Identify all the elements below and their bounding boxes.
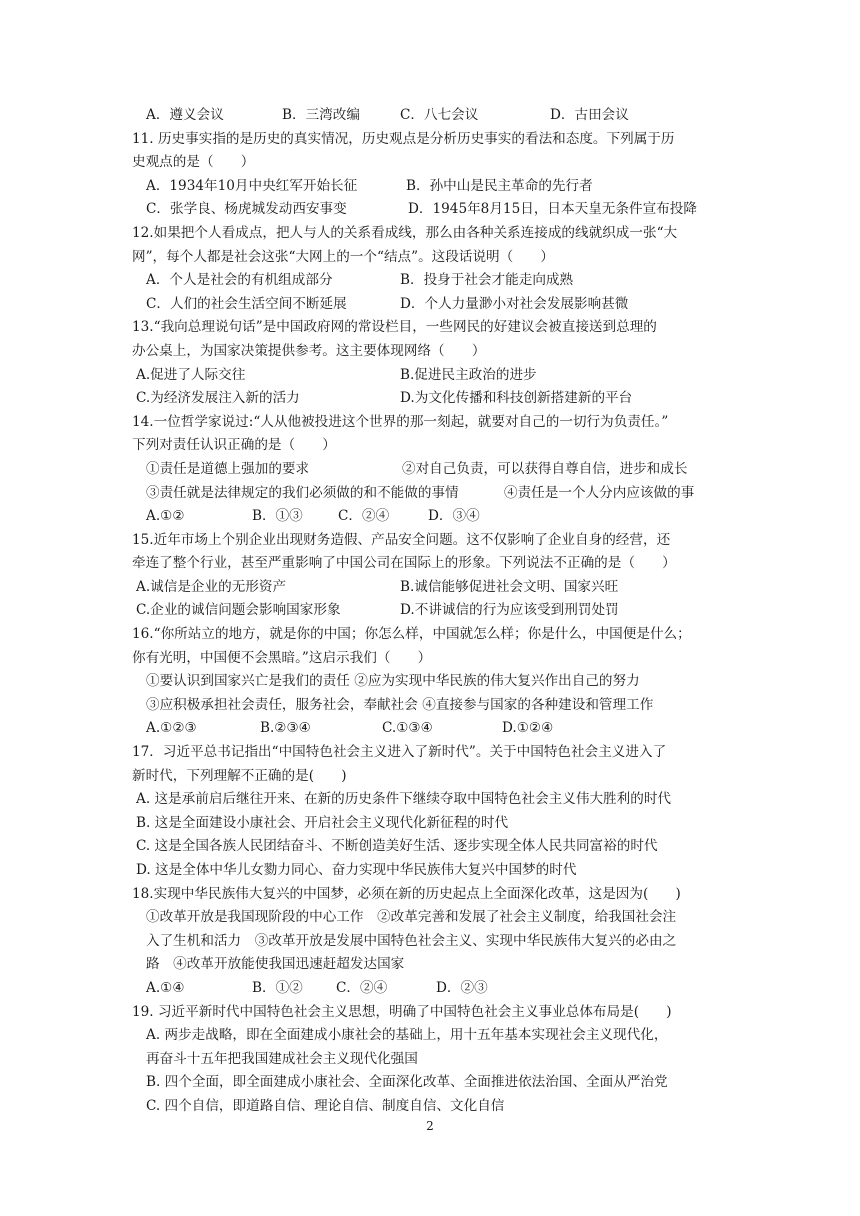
q14-statements-row2 [132, 482, 732, 506]
q16-options [132, 717, 732, 741]
q14-statement-2: ②对自己负责，可以获得自尊自信，进步和成长 [402, 460, 688, 477]
q16-statements-row1: ①要认识到国家兴亡是我们的责任 ②应为实现中华民族的伟大复兴作出自己的努力 [146, 673, 640, 690]
q16-option-d: D.①②④ [502, 720, 554, 737]
q18-option-a: A.①④ [146, 979, 185, 996]
q18-option-d: D．②③ [436, 979, 488, 996]
q15-stem-line2: 牵连了整个行业，甚至严重影响了中国公司在国际上的形象。下列说法不正确的是（ ） [132, 555, 676, 572]
q16-stem-line2: 你有光明，中国便不会黑暗。”这启示我们（ ） [132, 649, 432, 666]
q14-option-b: B．①③ [252, 508, 303, 525]
q18-stem-line1: 18.实现中华民族伟大复兴的中国梦，必须在新的历史起点上全面深化改革，这是因为( ) [132, 885, 681, 902]
q11-stem-line2: 史观点的是（ ） [132, 154, 255, 171]
question-list [132, 104, 732, 1119]
q18-option-b: B．①② [252, 979, 303, 996]
q19-option-b: B. 四个全面，即全面建成小康社会、全面深化改革、全面推进依法治国、全面从严治党 [146, 1074, 668, 1091]
q12-stem-line2: 网”，每个人都是社会这张“大网上的一个“结点”。这段话说明（ ） [132, 248, 555, 265]
q17-option-a: A. 这是承前启后继往开来、在新的历史条件下继续夺取中国特色社会主义伟大胜利的时代 [136, 791, 672, 808]
q14-statements-row1 [132, 458, 732, 482]
q19-option-c: C. 四个自信，即道路自信、理论自信、制度自信、文化自信 [146, 1097, 505, 1114]
q15-option-c: C.企业的诚信问题会影响国家形象 [136, 602, 341, 619]
q17-option-c: C. 这是全国各族人民团结奋斗、不断创造美好生活、逐步实现全体人民共同富裕的时代 [136, 838, 658, 855]
q18-options [132, 977, 732, 1001]
q12-options-row1 [132, 269, 732, 293]
q16-option-c: C.①③④ [382, 720, 433, 737]
q11-option-b: B．孙中山是民主革命的先行者 [406, 177, 593, 194]
q14-statement-1: ①责任是道德上强加的要求 [146, 460, 310, 477]
q12-stem-line1: 12.如果把个人看成点，把人与人的关系看成线，那么由各种关系连接成的线就织成一张“大 [132, 224, 678, 241]
q13-option-a: A.促进了人际交往 [136, 366, 246, 383]
q12-option-c: C．人们的社会生活空间不断延展 [146, 295, 347, 312]
q12-option-b: B．投身于社会才能走向成熟 [400, 272, 574, 289]
q14-options [132, 505, 732, 529]
q18-option-c: C．②④ [336, 979, 388, 996]
q13-options-row2 [132, 387, 732, 411]
q10-option-d: D．古田会议 [550, 107, 629, 123]
q12-options-row2 [132, 293, 732, 317]
q14-option-a: A.①② [146, 508, 185, 525]
page-number: 2 [426, 1119, 434, 1133]
q19-stem-line1: 19. 习近平新时代中国特色社会主义思想，明确了中国特色社会主义事业总体布局是( ) [132, 1003, 672, 1020]
q10-option-a: A．遵义会议 [146, 107, 224, 123]
q13-option-d: D.为文化传播和科技创新搭建新的平台 [400, 390, 633, 407]
q11-option-d: D．1945年8月15日，日本天皇无条件宣布投降 [408, 201, 697, 218]
q14-option-c: C．②④ [338, 508, 390, 525]
q18-statements-line3: 路 ④改革开放能使我国迅速赶超发达国家 [146, 956, 405, 973]
q13-stem-line2: 办公桌上，为国家决策提供参考。这主要体现网络（ ） [132, 342, 486, 359]
q16-statements-row2: ③应积极承担社会责任，服务社会，奉献社会 ④直接参与国家的各种建设和管理工作 [146, 696, 654, 713]
q12-option-a: A．个人是社会的有机组成部分 [146, 272, 333, 289]
q14-option-d: D．③④ [428, 508, 480, 525]
q13-options-row1 [132, 364, 732, 388]
q17-stem-line1: 17．习近平总书记指出“中国特色社会主义进入了新时代”。关于中国特色社会主义进入了 [132, 744, 667, 761]
q18-statements-line2: 入了生机和活力 ③改革开放是发展中国特色社会主义、实现中华民族伟大复兴的必由之 [146, 932, 677, 949]
q14-stem-line1: 14.一位哲学家说过:“人从他被投进这个世界的那一刻起，就要对自己的一切行为负责任。” [132, 413, 669, 430]
q16-option-a: A.①②③ [146, 720, 197, 737]
q11-stem-line1: 11. 历史事实指的是历史的真实情况，历史观点是分析历史事实的看法和态度。下列属于历 [132, 130, 675, 147]
q15-options-row2 [132, 599, 732, 623]
q11-option-a: A．1934年10月中央红军开始长征 [146, 177, 358, 194]
q18-statements-line1: ①改革开放是我国现阶段的中心工作 ②改革完善和发展了社会主义制度，给我国社会注 [146, 909, 677, 926]
q13-option-b: B.促进民主政治的进步 [400, 366, 537, 383]
q17-option-b: B. 这是全面建设小康社会、开启社会主义现代化新征程的时代 [136, 814, 509, 831]
q14-stem-line2: 下列对责任认识正确的是（ ） [132, 437, 336, 454]
q11-options-row2 [132, 198, 732, 222]
q11-option-c: C．张学良、杨虎城发动西安事变 [146, 201, 347, 218]
q13-stem-line1: 13.“我向总理说句话”是中国政府网的常设栏目，一些网民的好建议会被直接送到总理的 [132, 319, 657, 336]
q15-option-d: D.不讲诚信的行为应该受到刑罚处罚 [400, 602, 619, 619]
q10-option-c: C．八七会议 [400, 107, 479, 123]
q15-option-a: A.诚信是企业的无形资产 [136, 578, 287, 595]
q15-options-row1 [132, 576, 732, 600]
q16-option-b: B.②③④ [260, 720, 311, 737]
q14-statement-4: ④责任是一个人分内应该做的事 [504, 484, 695, 501]
q14-statement-3: ③责任就是法律规定的我们必须做的和不能做的事情 [146, 484, 459, 501]
q19-option-a-line1: A. 两步走战略，即在全面建成小康社会的基础上，用十五年基本实现社会主义现代化， [146, 1027, 668, 1044]
q12-option-d: D．个人力量渺小对社会发展影响甚微 [400, 295, 629, 312]
q15-stem-line1: 15.近年市场上个别企业出现财务造假、产品安全问题。这不仅影响了企业自身的经营，还 [132, 531, 671, 548]
q10-option-b: B．三湾改编 [282, 107, 360, 123]
q15-option-b: B.诚信能够促进社会文明、国家兴旺 [400, 578, 619, 595]
q10-options [132, 104, 732, 128]
q17-stem-line2: 新时代，下列理解不正确的是( ) [132, 767, 347, 784]
q16-stem-line1: 16.“你所站立的地方，就是你的中国；你怎么样，中国就怎么样；你是什么，中国便是什么； [132, 626, 691, 643]
q17-option-d: D. 这是全体中华儿女勠力同心、奋力实现中华民族伟大复兴中国梦的时代 [136, 862, 577, 878]
q11-options-row1 [132, 175, 732, 199]
q13-option-c: C.为经济发展注入新的活力 [136, 390, 300, 407]
q19-option-a-line2: 再奋斗十五年把我国建成社会主义现代化强国 [146, 1050, 418, 1067]
